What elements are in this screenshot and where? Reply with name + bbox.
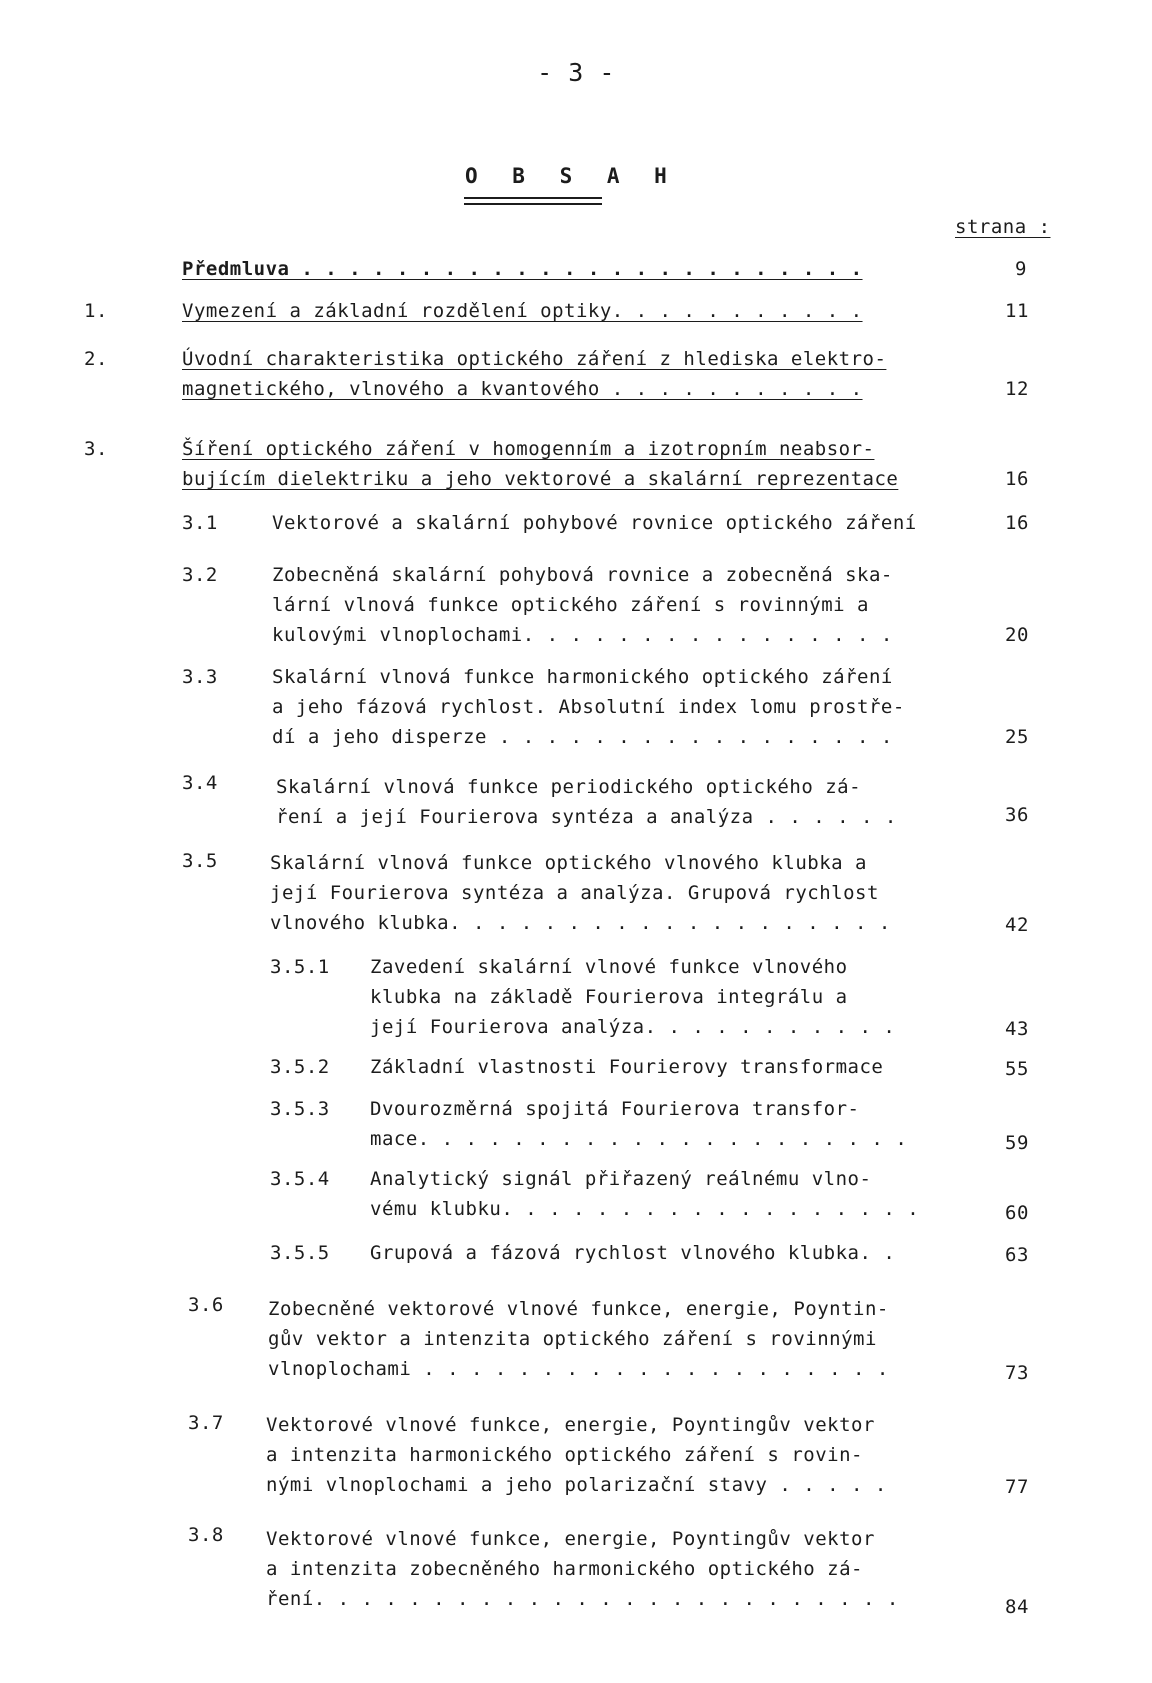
- toc-entry-3-5-5-page: 63: [1005, 1244, 1029, 1266]
- toc-entry-2-line-2: magnetického, vlnového a kvantového . . . . . . . . . . .: [182, 378, 863, 400]
- toc-entry-3-5-4-number: 3.5.4: [270, 1168, 330, 1190]
- toc-entry-1-number: 1.: [84, 300, 108, 322]
- toc-entry-2-line-1: Úvodní charakteristika optického záření z hlediska elektro-: [182, 348, 887, 370]
- toc-entry-3-page: 16: [1005, 468, 1029, 490]
- toc-entry-1-line-1: Vymezení a základní rozdělení optiky. . . . . . . . . . .: [182, 300, 863, 322]
- toc-entry-3-5-5-number: 3.5.5: [270, 1242, 330, 1264]
- toc-entry-3-1-number: 3.1: [182, 512, 218, 534]
- toc-entry-3-2-line-2: lární vlnová funkce optického záření s rovinnými a: [272, 594, 869, 616]
- toc-entry-3-4-page: 36: [1005, 804, 1029, 826]
- toc-entry-3-3-page: 25: [1005, 726, 1029, 748]
- toc-entry-3-4-number: 3.4: [182, 772, 218, 794]
- toc-entry-3-8-number: 3.8: [188, 1524, 224, 1546]
- toc-entry-3-6-line-1: Zobecněné vektorové vlnové funkce, energie, Poyntin-: [268, 1298, 889, 1320]
- toc-entry-3-5-3-line-2: mace. . . . . . . . . . . . . . . . . . . . .: [370, 1128, 908, 1150]
- toc-entry-3-5-1-line-2: klubka na základě Fourierova integrálu a: [370, 986, 848, 1008]
- toc-entry-3-7-line-2: a intenzita harmonického optického záření s rovin-: [266, 1444, 863, 1466]
- toc-entry-3-5-1-page: 43: [1005, 1018, 1029, 1040]
- toc-entry-3-3-number: 3.3: [182, 666, 218, 688]
- toc-entry-3-3-line-1: Skalární vlnová funkce harmonického optického záření: [272, 666, 893, 688]
- toc-entry-3-5-3-number: 3.5.3: [270, 1098, 330, 1120]
- toc-entry-3-5-page: 42: [1005, 914, 1029, 936]
- toc-entry-3-2-line-3: kulovými vlnoplochami. . . . . . . . . . . . . . . .: [272, 624, 893, 646]
- toc-entry-3-line-1: Šíření optického záření v homogenním a izotropním neabsor-: [182, 438, 875, 460]
- toc-entry-3-6-line-3: vlnoplochami . . . . . . . . . . . . . . . . . . . .: [268, 1358, 889, 1380]
- toc-entry-3-4-line-1: Skalární vlnová funkce periodického optického zá-: [276, 776, 862, 798]
- toc-entry-3-2-line-1: Zobecněná skalární pohybová rovnice a zobecněná ska-: [272, 564, 893, 586]
- toc-entry-3-5-line-2: její Fourierova syntéza a analýza. Grupová rychlost: [270, 882, 879, 904]
- toc-entry-3-5-number: 3.5: [182, 850, 218, 872]
- toc-entry-3-5-2-page: 55: [1005, 1058, 1029, 1080]
- page-column-label: strana :: [955, 216, 1051, 238]
- toc-entry-3-6-line-2: gův vektor a intenzita optického záření s rovinnými: [268, 1328, 877, 1350]
- toc-entry-3-7-line-1: Vektorové vlnové funkce, energie, Poyntingův vektor: [266, 1414, 875, 1436]
- toc-entry-3-2-number: 3.2: [182, 564, 218, 586]
- toc-entry-3-8-page: 84: [1005, 1596, 1029, 1618]
- toc-entry-preface-line-1: Předmluva . . . . . . . . . . . . . . . . . . . . . . . .: [182, 258, 863, 280]
- toc-title: O B S A H: [465, 164, 678, 188]
- toc-entry-3-line-2: bujícím dielektriku a jeho vektorové a skalární reprezentace: [182, 468, 899, 490]
- toc-entry-3-3-line-2: a jeho fázová rychlost. Absolutní index lomu prostře-: [272, 696, 905, 718]
- toc-entry-3-number: 3.: [84, 438, 108, 460]
- toc-entry-3-5-line-3: vlnového klubka. . . . . . . . . . . . . . . . . . .: [270, 912, 891, 934]
- toc-entry-3-3-line-3: dí a jeho disperze . . . . . . . . . . . . . . . . .: [272, 726, 893, 748]
- toc-entry-3-5-5-line-1: Grupová a fázová rychlost vlnového klubka. .: [370, 1242, 896, 1264]
- toc-entry-3-8-line-3: ření. . . . . . . . . . . . . . . . . . . . . . . . .: [266, 1588, 899, 1610]
- toc-entry-3-6-number: 3.6: [188, 1294, 224, 1316]
- toc-entry-3-5-line-1: Skalární vlnová funkce optického vlnového klubka a: [270, 852, 867, 874]
- toc-entry-3-7-line-3: nými vlnoplochami a jeho polarizační stavy . . . . .: [266, 1474, 887, 1496]
- toc-entry-3-7-number: 3.7: [188, 1412, 224, 1434]
- toc-entry-2-page: 12: [1005, 378, 1029, 400]
- toc-entry-3-2-page: 20: [1005, 624, 1029, 646]
- toc-entry-3-1-page: 16: [1005, 512, 1029, 534]
- title-underline-top: [464, 197, 602, 199]
- toc-entry-3-5-4-page: 60: [1005, 1202, 1029, 1224]
- toc-entry-3-1-line-1: Vektorové a skalární pohybové rovnice optického záření: [272, 512, 917, 534]
- toc-entry-3-5-1-line-3: její Fourierova analýza. . . . . . . . . . .: [370, 1016, 896, 1038]
- toc-entry-3-5-1-line-1: Zavedení skalární vlnové funkce vlnového: [370, 956, 848, 978]
- toc-entry-2-number: 2.: [84, 348, 108, 370]
- title-underline-bottom: [464, 203, 602, 205]
- toc-entry-3-6-page: 73: [1005, 1362, 1029, 1384]
- toc-entry-3-4-line-2: ření a její Fourierova syntéza a analýza . . . . . .: [276, 806, 897, 828]
- toc-entry-3-5-3-page: 59: [1005, 1132, 1029, 1154]
- toc-entry-3-5-1-number: 3.5.1: [270, 956, 330, 978]
- page-number: - 3 -: [537, 58, 615, 87]
- toc-entry-3-7-page: 77: [1005, 1476, 1029, 1498]
- toc-entry-1-page: 11: [1005, 300, 1029, 322]
- toc-entry-preface-page: 9: [1015, 258, 1027, 280]
- toc-entry-3-8-line-2: a intenzita zobecněného harmonického optického zá-: [266, 1558, 863, 1580]
- toc-entry-3-5-4-line-2: vému klubku. . . . . . . . . . . . . . . . . .: [370, 1198, 920, 1220]
- toc-entry-3-5-2-line-1: Základní vlastnosti Fourierovy transformace: [370, 1056, 884, 1078]
- toc-entry-3-8-line-1: Vektorové vlnové funkce, energie, Poyntingův vektor: [266, 1528, 875, 1550]
- toc-entry-3-5-4-line-1: Analytický signál přiřazený reálnému vlno-: [370, 1168, 872, 1190]
- toc-entry-3-5-2-number: 3.5.2: [270, 1056, 330, 1078]
- toc-entry-3-5-3-line-1: Dvourozměrná spojitá Fourierova transfor-: [370, 1098, 860, 1120]
